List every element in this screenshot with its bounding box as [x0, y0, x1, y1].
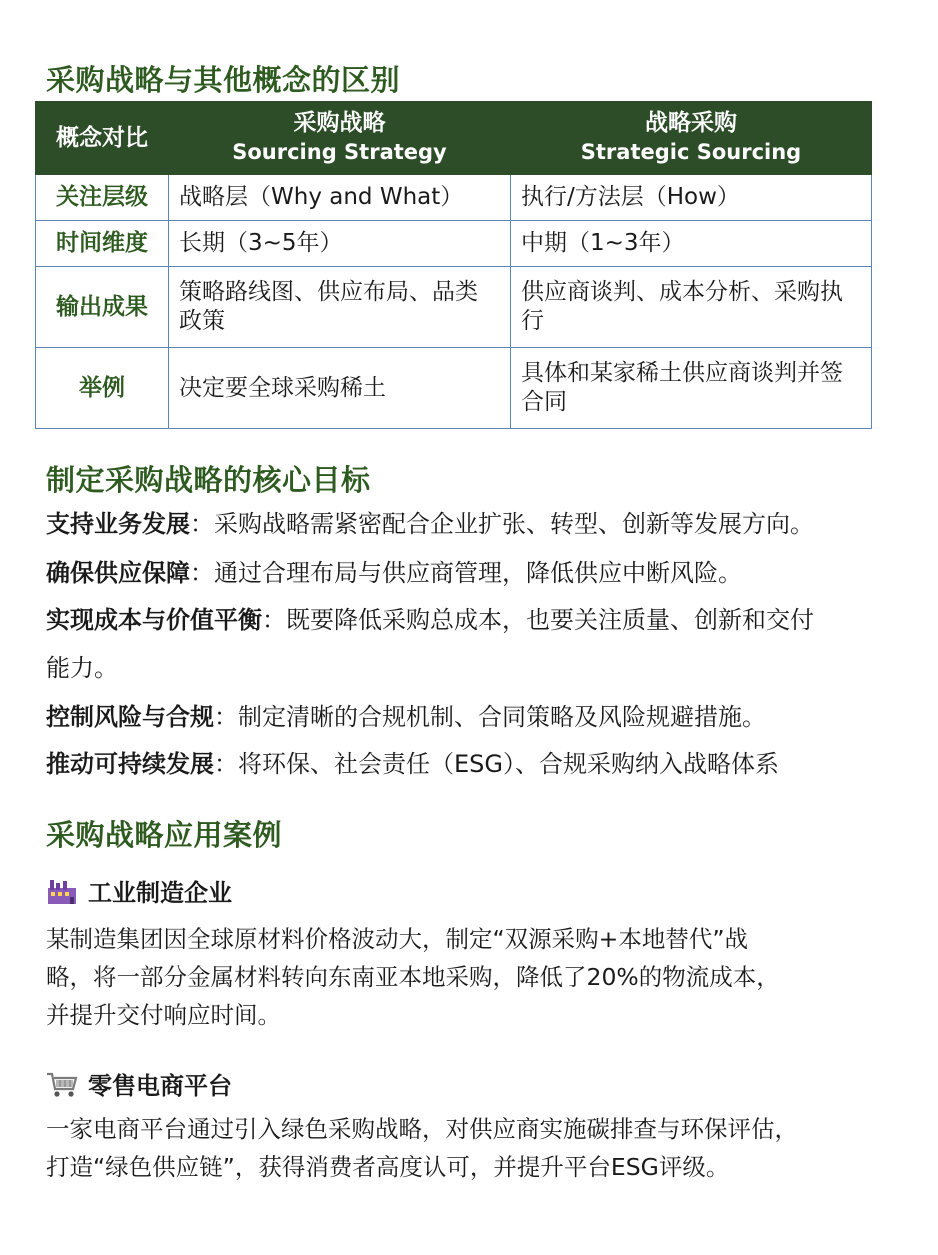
table-row [36, 175, 872, 221]
row-label: 时间维度 [36, 221, 169, 267]
case-line: 打造“绿色供应链”，获得消费者高度认可，并提升平台ESG评级。 [46, 1153, 730, 1181]
case-description [46, 1110, 896, 1186]
case-title [46, 1066, 232, 1101]
strategy-cell: 战略层（Why and What） [169, 175, 511, 221]
header-sourcing-strategy [169, 102, 511, 175]
goal-term: 控制风险与合规 [46, 703, 214, 731]
goal-text: ：通过合理布局与供应商管理，降低供应中断风险。 [190, 559, 742, 587]
shopping-cart-icon [46, 1071, 78, 1097]
case-description [46, 920, 896, 1034]
sourcing-cell: 中期（1~3年） [511, 221, 872, 267]
factory-icon [46, 878, 78, 904]
row-label: 输出成果 [36, 267, 169, 348]
goal-term: 支持业务发展 [46, 510, 190, 538]
table-row [36, 221, 872, 267]
case-line: 略，将一部分金属材料转向东南亚本地采购，降低了20%的物流成本， [46, 963, 780, 991]
header-strategic-sourcing-cn: 战略采购 [645, 110, 737, 136]
case-line: 一家电商平台通过引入绿色采购战略，对供应商实施碳排查与环保评估， [46, 1115, 798, 1143]
goal-text: ：将环保、社会责任（ESG）、合规采购纳入战略体系 [214, 750, 779, 778]
goal-text: ：制定清晰的合规机制、合同策略及风险规避措施。 [214, 703, 766, 731]
goal-item [46, 748, 906, 781]
goals-section-title: 制定采购战略的核心目标 [46, 463, 371, 497]
sourcing-cell: 执行/方法层（How） [511, 175, 872, 221]
goal-text: ：既要降低采购总成本，也要关注质量、创新和交付 [262, 606, 814, 634]
strategy-cell: 长期（3~5年） [169, 221, 511, 267]
goal-item [46, 508, 906, 541]
goal-item [46, 557, 906, 590]
goal-text: ：采购战略需紧密配合企业扩张、转型、创新等发展方向。 [190, 510, 814, 538]
goal-term: 推动可持续发展 [46, 750, 214, 778]
table-header-row [36, 102, 872, 175]
case-line: 并提升交付响应时间。 [46, 1001, 281, 1029]
case-title-text: 工业制造企业 [88, 879, 232, 907]
strategy-cell: 策略路线图、供应布局、品类政策 [169, 267, 511, 348]
table-row [36, 348, 872, 429]
goal-item [46, 701, 906, 734]
goal-term: 实现成本与价值平衡 [46, 606, 262, 634]
case-line: 某制造集团因全球原材料价格波动大，制定“双源采购+本地替代”战 [46, 925, 749, 953]
row-label: 关注层级 [36, 175, 169, 221]
case-title-text: 零售电商平台 [88, 1072, 232, 1100]
strategy-cell: 决定要全球采购稀土 [169, 348, 511, 429]
header-strategic-sourcing-en: Strategic Sourcing [580, 140, 802, 164]
header-concept: 概念对比 [36, 102, 169, 175]
goal-item-continuation: 能力。 [46, 654, 118, 682]
header-strategic-sourcing [511, 102, 872, 175]
goal-item [46, 604, 906, 637]
goal-term: 确保供应保障 [46, 559, 190, 587]
comparison-section-title: 采购战略与其他概念的区别 [46, 63, 401, 97]
cases-section-title: 采购战略应用案例 [46, 818, 283, 852]
table-row [36, 267, 872, 348]
sourcing-cell: 具体和某家稀土供应商谈判并签合同 [511, 348, 872, 429]
header-sourcing-strategy-en: Sourcing Strategy [232, 140, 447, 164]
header-sourcing-strategy-cn: 采购战略 [293, 110, 386, 136]
case-title [46, 873, 232, 908]
sourcing-cell: 供应商谈判、成本分析、采购执行 [511, 267, 872, 348]
row-label: 举例 [36, 348, 169, 429]
comparison-table [35, 101, 872, 429]
